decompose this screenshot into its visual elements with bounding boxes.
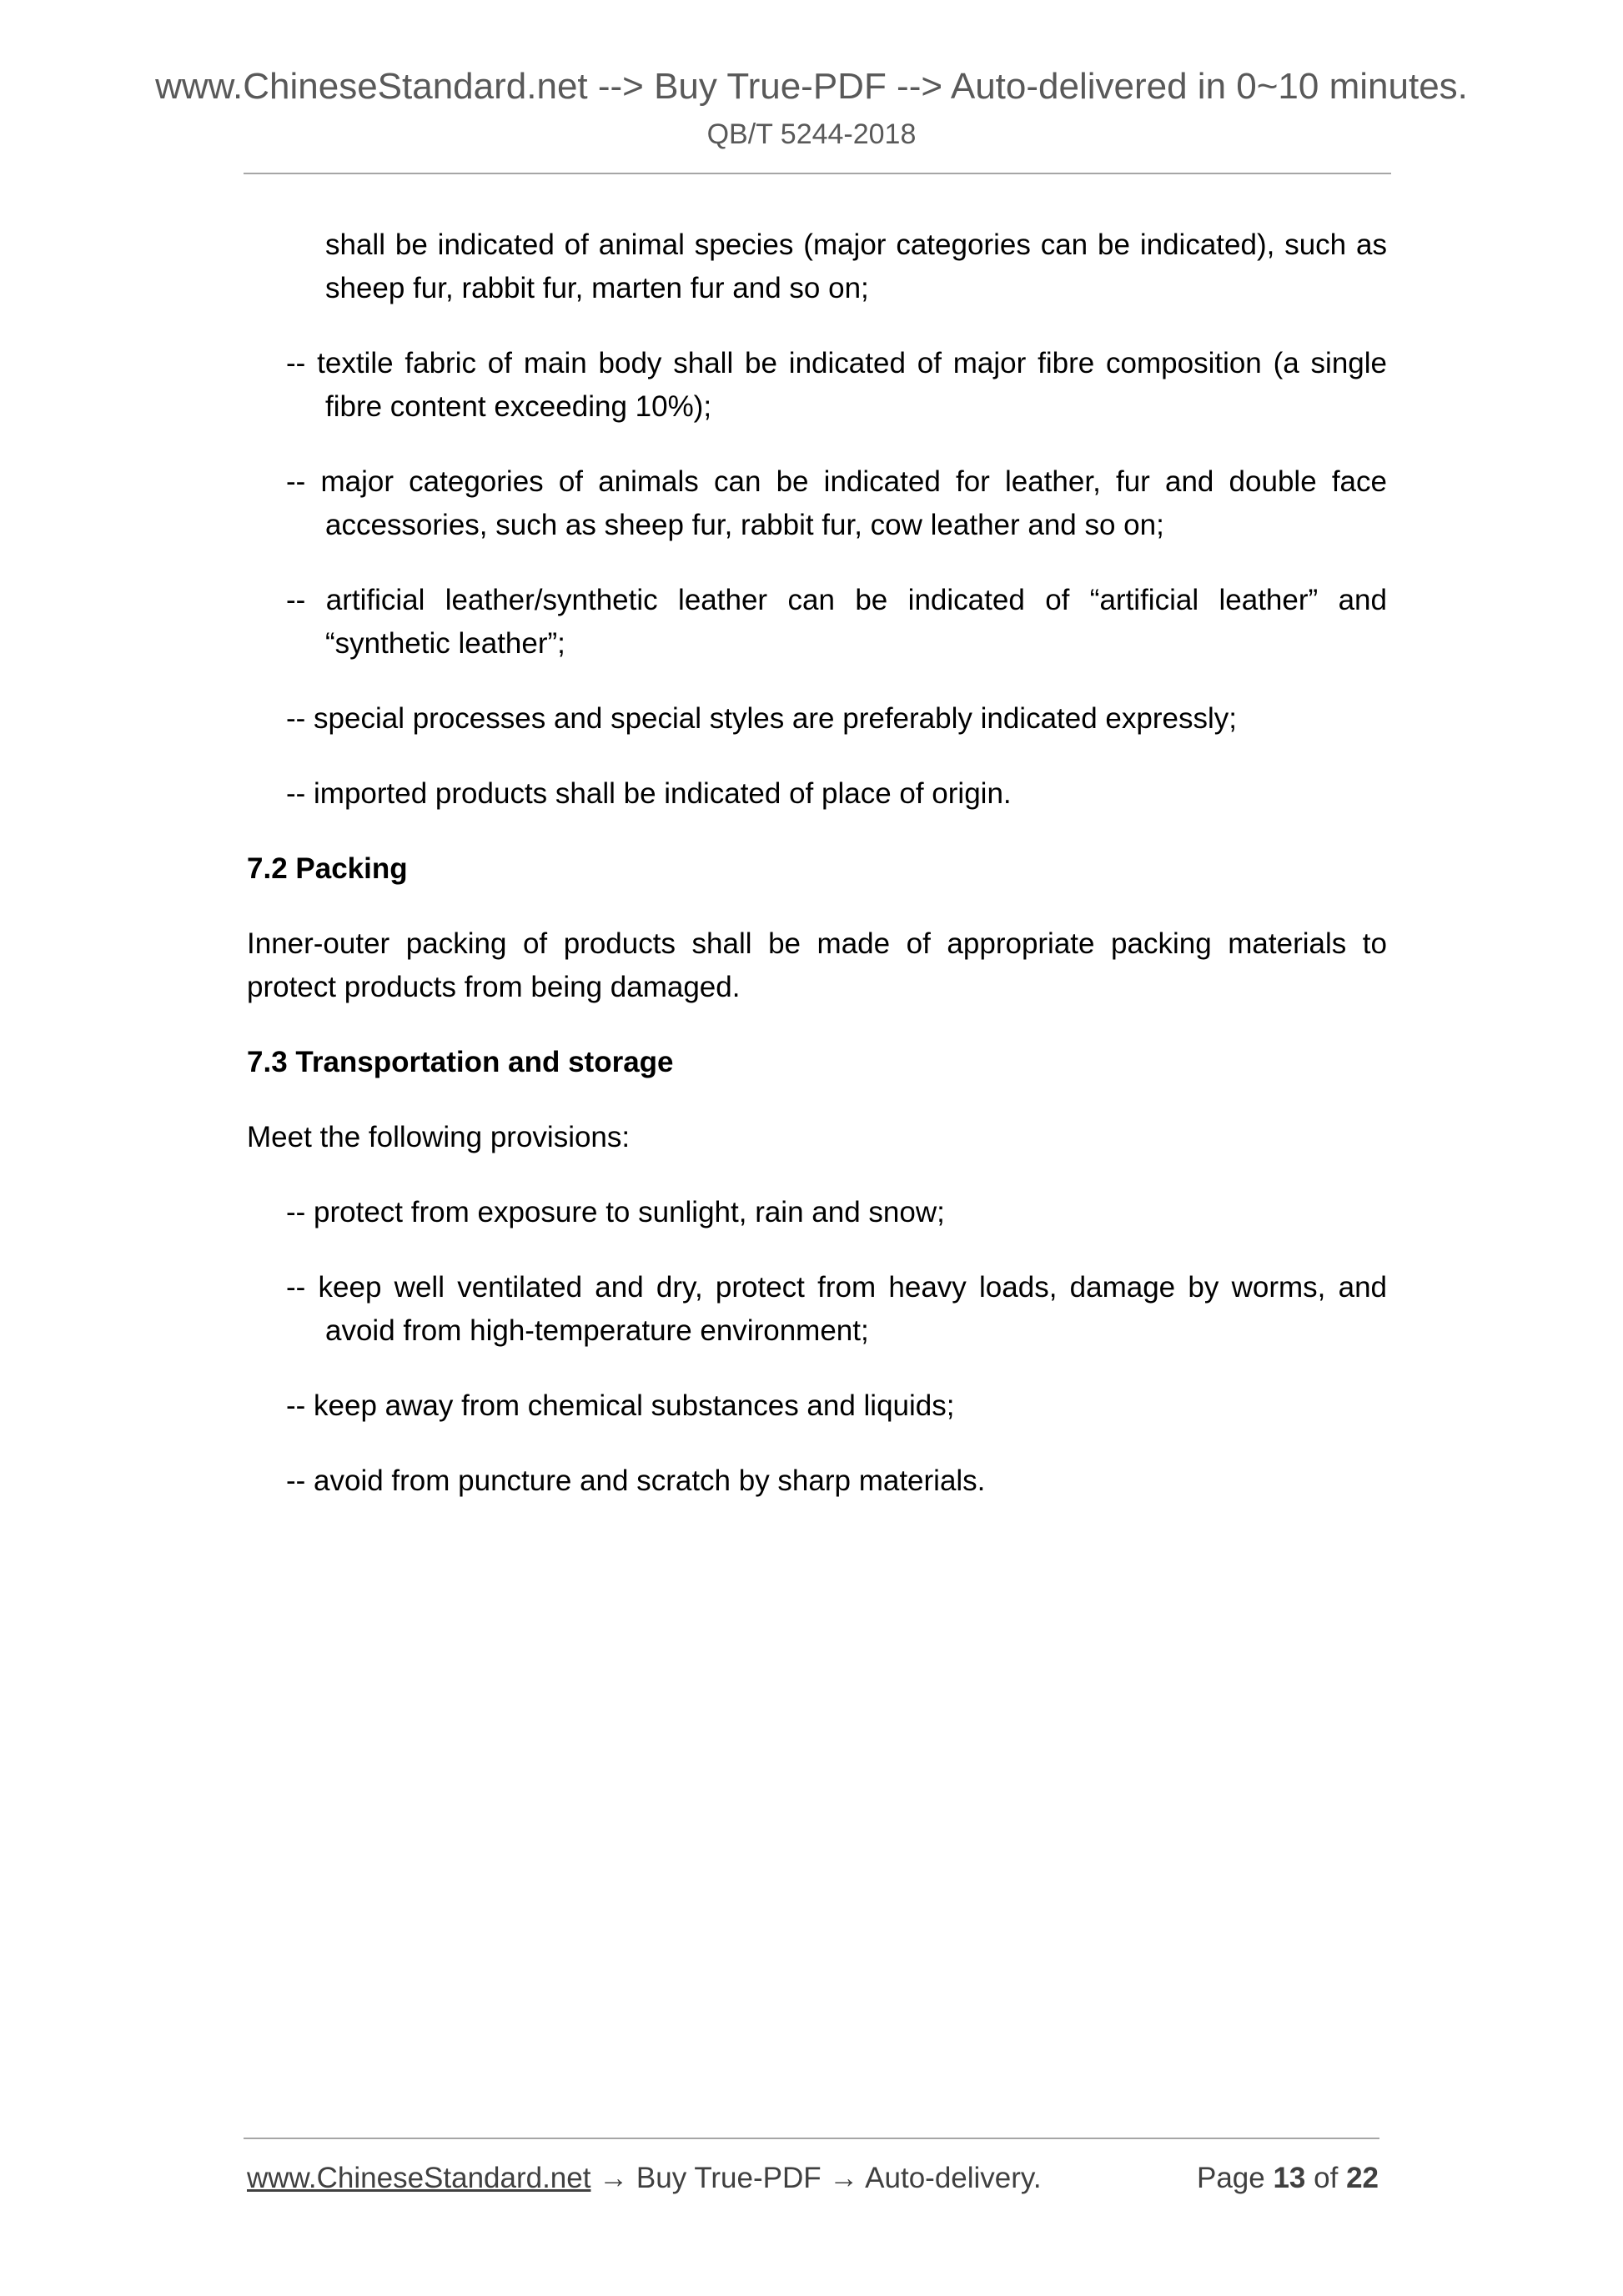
header-banner: www.ChineseStandard.net --> Buy True-PDF --> Auto-delivered in 0~10 minutes. [155,66,1468,107]
list-item: -- protect from exposure to sunlight, rain and snow; [286,1196,945,1228]
list-item: -- special processes and special styles are preferably indicated expressly; [286,702,1237,735]
transport-intro: Meet the following provisions: [247,1121,631,1153]
list-item: -- keep away from chemical substances and liquids; [286,1389,955,1422]
page-indicator [1197,2159,1379,2198]
continuation-paragraph: shall be indicated of animal species (major categories can be indicated), such as sheep fur, rabbit fur, marten fur and so on; [325,229,1387,304]
list-item: -- major categories of animals can be indicated for leather, fur and double face accessories, such as sheep fur, rabbit fur, cow leather and so on; [286,465,1387,541]
footer-site-link[interactable]: www.ChineseStandard.net [247,2162,591,2194]
footer-divider [244,2138,1379,2139]
header-divider [244,173,1391,174]
section-heading-transport: 7.3 Transportation and storage [247,1046,674,1078]
page-of-label: of [1314,2162,1339,2194]
footer-promo [247,2159,1042,2198]
footer-tagline: → Buy True-PDF → Auto-delivery. [590,2162,1042,2194]
page-total: 22 [1346,2162,1379,2194]
page-content [247,224,1387,1535]
section-heading-packing: 7.2 Packing [247,852,408,885]
list-item: -- artificial leather/synthetic leather can be indicated of “artificial leather” and “synthetic leather”; [286,584,1387,660]
page-current: 13 [1273,2162,1306,2194]
list-item: -- textile fabric of main body shall be indicated of major fibre composition (a single fibre content exceeding 10%); [286,347,1387,423]
list-item: -- keep well ventilated and dry, protect from heavy loads, damage by worms, and avoid from high-temperature environment; [286,1271,1387,1347]
list-item: -- avoid from puncture and scratch by sharp materials. [286,1465,986,1497]
page-label: Page [1196,2162,1265,2194]
packing-paragraph: Inner-outer packing of products shall be made of appropriate packing materials to protect products from being damaged. [247,927,1387,1003]
list-item: -- imported products shall be indicated of place of origin. [286,777,1012,810]
standard-number: QB/T 5244-2018 [706,118,917,150]
